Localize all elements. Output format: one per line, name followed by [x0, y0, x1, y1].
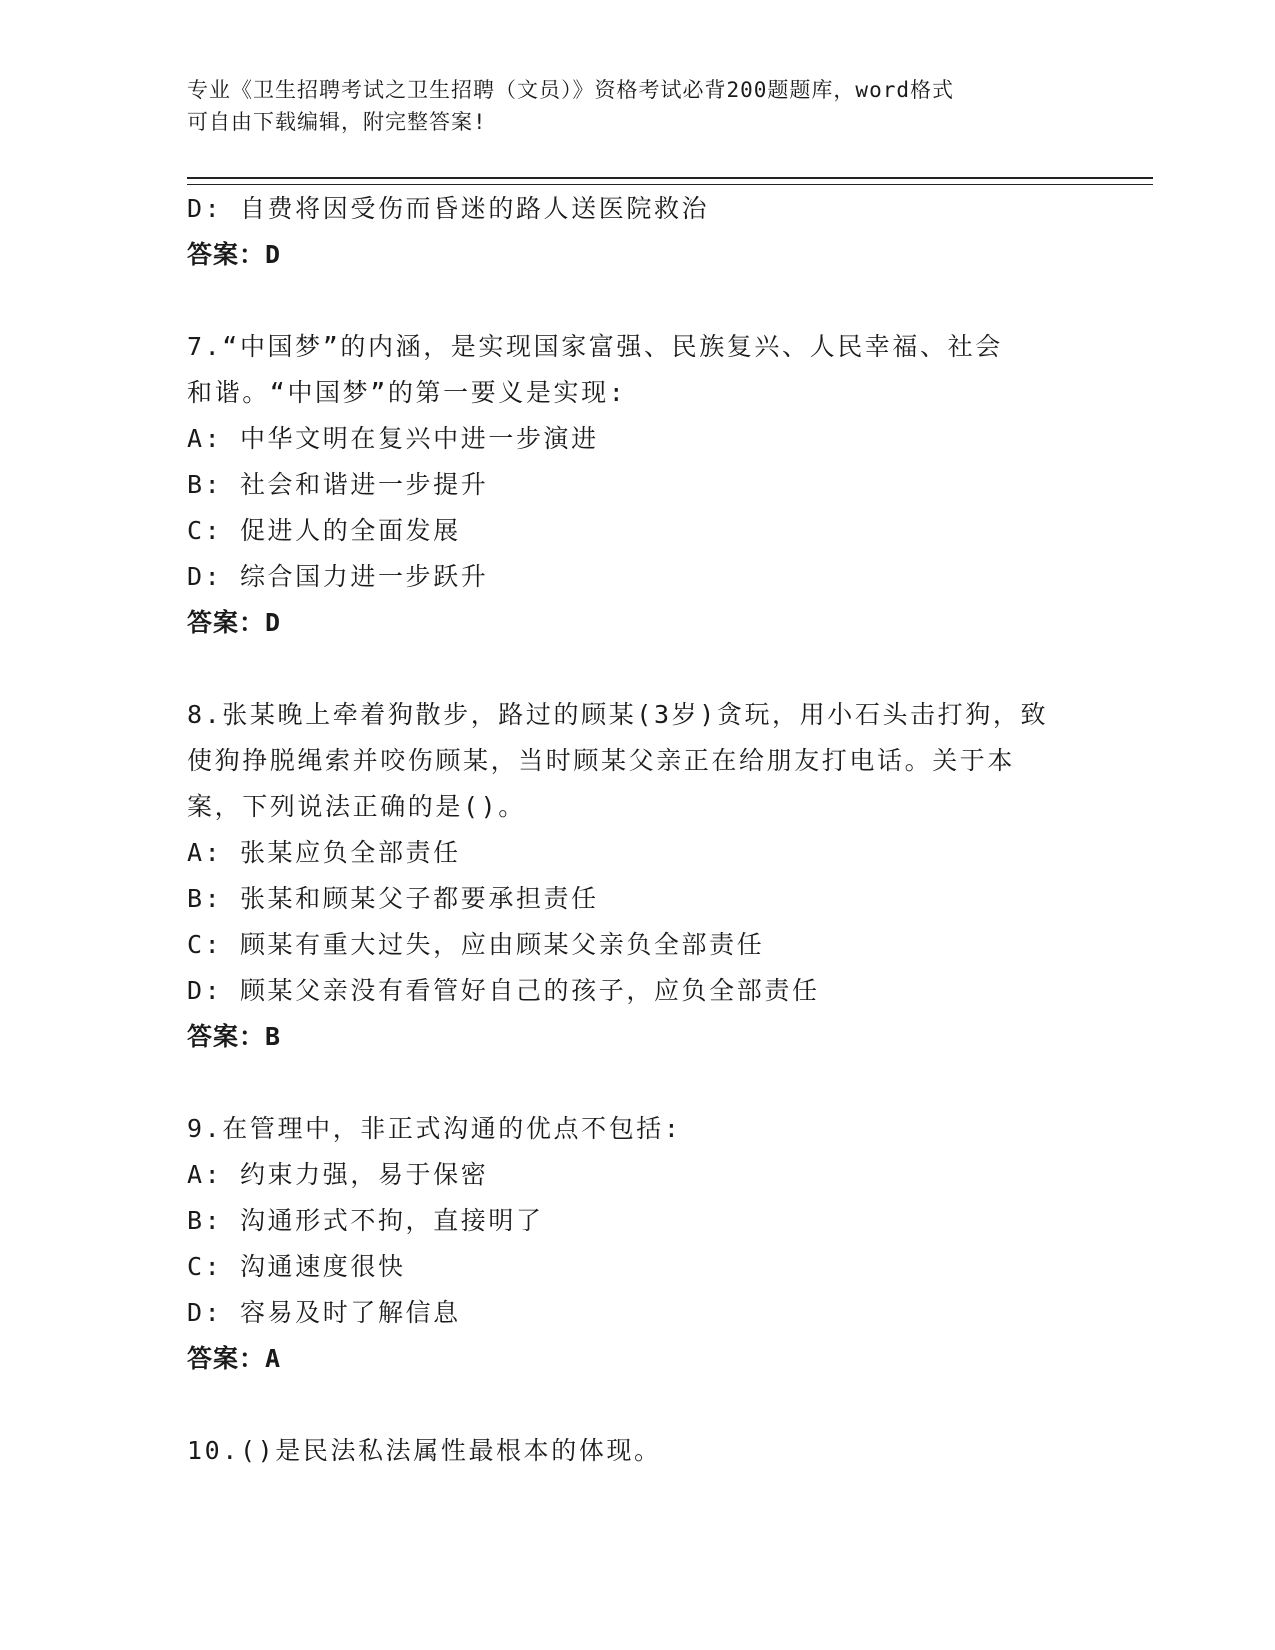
spacer — [187, 1060, 1087, 1106]
question-7 — [187, 324, 1087, 646]
question-10 — [187, 1428, 1087, 1474]
answer-label: 答案：D — [187, 608, 282, 637]
question-stem: 8.张某晚上牵着狗散步，路过的顾某(3岁)贪玩，用小石头击打狗，致 — [187, 700, 1049, 729]
question-9 — [187, 1106, 1087, 1382]
question-stem: 9.在管理中，非正式沟通的优点不包括: — [187, 1114, 682, 1143]
option-a: A: 张某应负全部责任 — [187, 838, 461, 867]
option-a: A: 约束力强，易于保密 — [187, 1160, 489, 1189]
question-stem: 7.“中国梦”的内涵，是实现国家富强、民族复兴、人民幸福、社会 — [187, 332, 1003, 361]
option-d: D: 自费将因受伤而昏迷的路人送医院救治 — [187, 194, 710, 223]
header-title-line-2: 可自由下载编辑，附完整答案! — [187, 110, 487, 134]
answer-label: 答案：D — [187, 240, 282, 269]
option-a: A: 中华文明在复兴中进一步演进 — [187, 424, 599, 453]
header-divider-thick — [187, 177, 1153, 179]
option-c: C: 顾某有重大过失，应由顾某父亲负全部责任 — [187, 930, 765, 959]
spacer — [187, 646, 1087, 692]
question-8 — [187, 692, 1087, 1060]
document-header — [187, 74, 1087, 138]
question-stem: 使狗挣脱绳索并咬伤顾某，当时顾某父亲正在给朋友打电话。关于本 — [187, 746, 1016, 775]
option-c: C: 促进人的全面发展 — [187, 516, 461, 545]
option-b: B: 社会和谐进一步提升 — [187, 470, 489, 499]
option-b: B: 张某和顾某父子都要承担责任 — [187, 884, 599, 913]
question-list — [187, 186, 1087, 1474]
answer-label: 答案：A — [187, 1344, 282, 1373]
option-d: D: 综合国力进一步跃升 — [187, 562, 489, 591]
question-stem: 案，下列说法正确的是()。 — [187, 792, 526, 821]
option-c: C: 沟通速度很快 — [187, 1252, 406, 1281]
spacer — [187, 1382, 1087, 1428]
option-d: D: 顾某父亲没有看管好自己的孩子，应负全部责任 — [187, 976, 820, 1005]
answer-label: 答案：B — [187, 1022, 282, 1051]
option-d: D: 容易及时了解信息 — [187, 1298, 461, 1327]
option-b: B: 沟通形式不拘，直接明了 — [187, 1206, 544, 1235]
spacer — [187, 278, 1087, 324]
question-stem: 10.()是民法私法属性最根本的体现。 — [187, 1436, 662, 1465]
header-title-line-1: 专业《卫生招聘考试之卫生招聘（文员）》资格考试必背200题题库，word格式 — [187, 78, 954, 102]
question-6 — [187, 186, 1087, 278]
question-stem: 和谐。“中国梦”的第一要义是实现: — [187, 378, 627, 407]
header-divider-thin — [187, 184, 1153, 185]
